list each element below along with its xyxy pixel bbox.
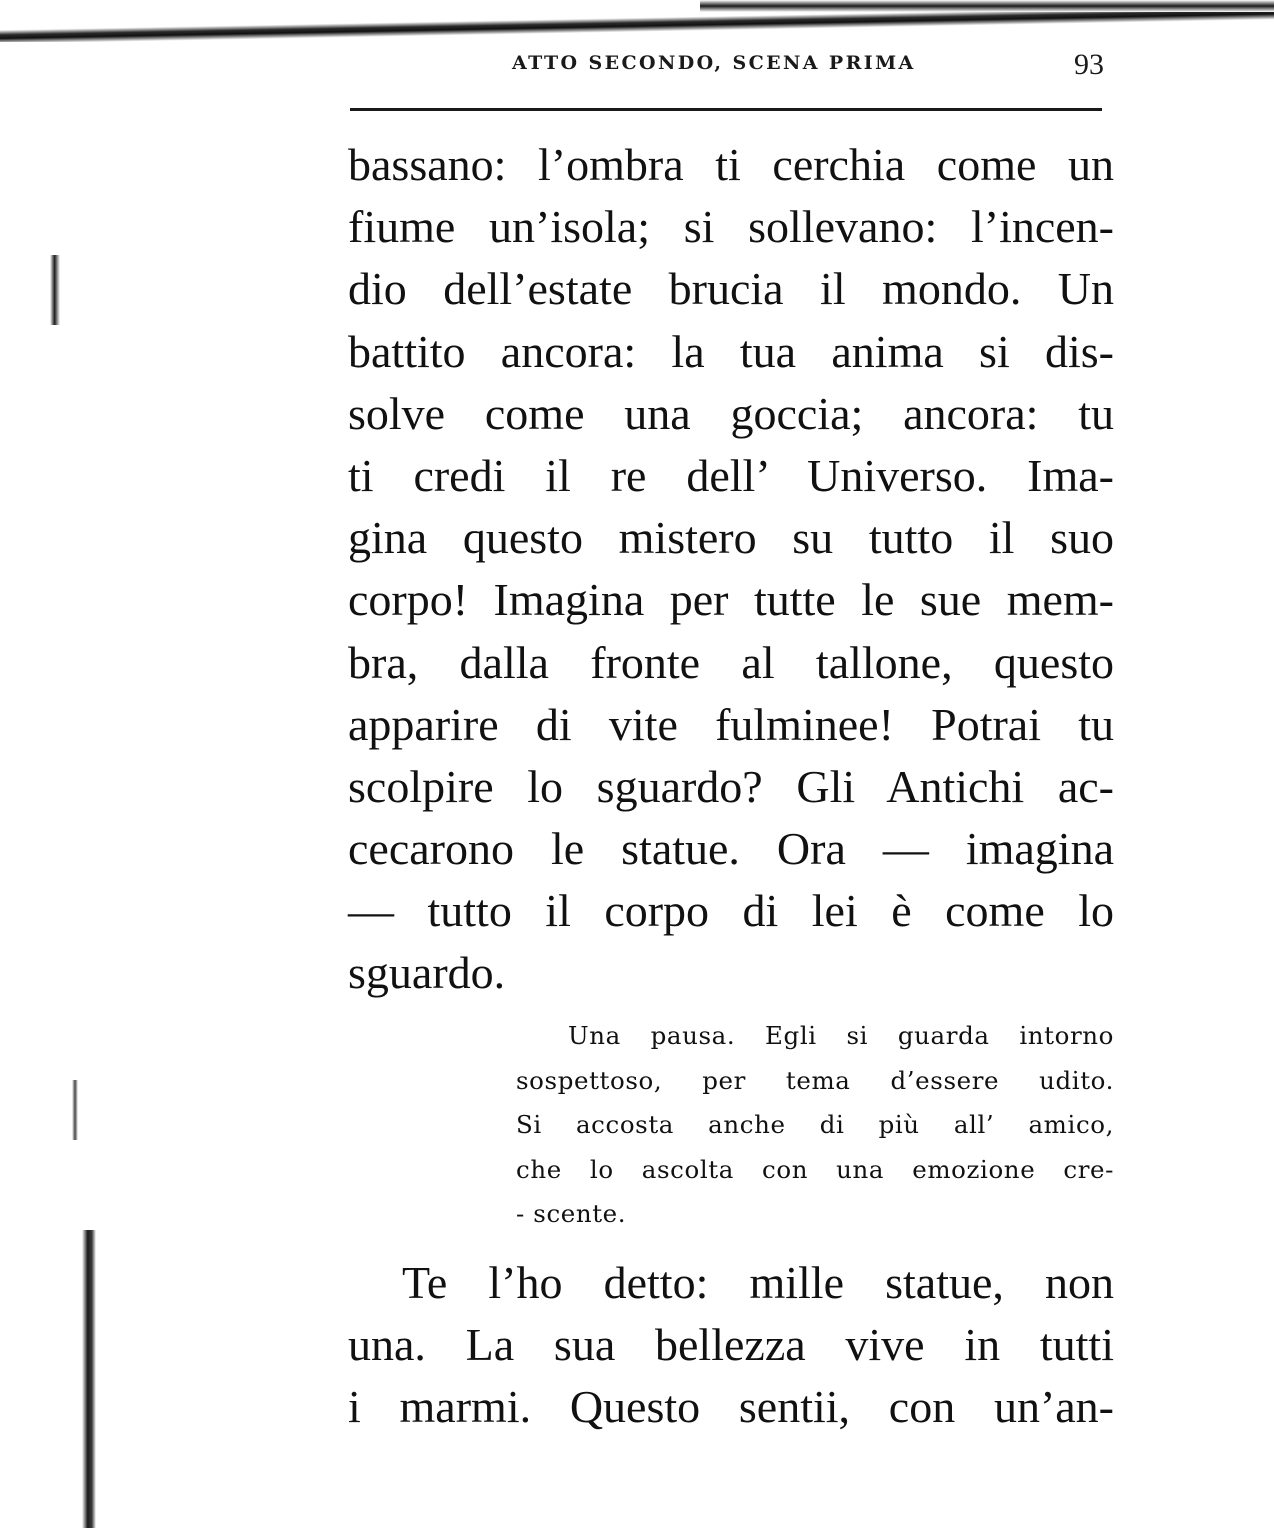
text-line: cecarono le statue. Ora — imagina: [348, 823, 1114, 875]
stage-direction-line: sospettoso, per tema d’essere udito.: [516, 1065, 1114, 1095]
stage-direction-line: - scente.: [516, 1199, 627, 1228]
scan-edge-top: [0, 0, 1274, 42]
text-line: Te l’ho detto: mille statue, non: [402, 1257, 1114, 1308]
text-line: una. La sua bellezza vive in tutti: [348, 1319, 1114, 1371]
text-line: fiume un’isola; si sollevano: l’incen-: [348, 201, 1114, 253]
scan-shadow-bar-right: [700, 0, 1274, 12]
scan-mark-left-upper: [50, 255, 60, 325]
paragraph-2: [348, 1252, 1114, 1439]
text-line: solve come una goccia; ancora: tu: [348, 387, 1114, 439]
text-line: gina questo mistero su tutto il suo: [348, 512, 1114, 564]
stage-direction-line: Si accosta anche di più all’ amico,: [516, 1110, 1114, 1139]
text-line: — tutto il corpo di lei è come lo: [348, 885, 1114, 937]
header-rule: [350, 108, 1102, 111]
running-head-title: ATTO SECONDO, SCENA PRIMA: [512, 52, 916, 74]
text-line: scolpire lo sguardo? Gli Antichi ac-: [348, 760, 1114, 812]
paragraph-1: [348, 134, 1114, 1005]
text-line: dio dell’estate brucia il mondo. Un: [348, 263, 1114, 315]
text-line: bassano: l’ombra ti cerchia come un: [348, 139, 1114, 190]
running-head: [512, 48, 1112, 82]
text-line: corpo! Imagina per tutte le sue mem-: [348, 574, 1114, 626]
scan-edge-left-lower: [82, 1230, 96, 1528]
text-line: bra, dalla fronte al tallone, questo: [348, 636, 1114, 688]
text-line: ti credi il re dell’ Universo. Ima-: [348, 449, 1114, 501]
stage-direction-line: Una pausa. Egli si guarda intorno: [568, 1021, 1114, 1050]
page-number: 93: [1074, 48, 1104, 81]
stage-direction-line: che lo ascolta con una emozione cre-: [516, 1154, 1114, 1184]
text-line: i marmi. Questo sentii, con un’an-: [348, 1381, 1114, 1433]
text-line: apparire di vite fulminee! Potrai tu: [348, 698, 1114, 750]
scan-mark-left-middle: [72, 1080, 78, 1140]
text-line: sguardo.: [348, 947, 506, 999]
text-line: battito ancora: la tua anima si dis-: [348, 325, 1114, 377]
stage-direction: [516, 1014, 1114, 1237]
